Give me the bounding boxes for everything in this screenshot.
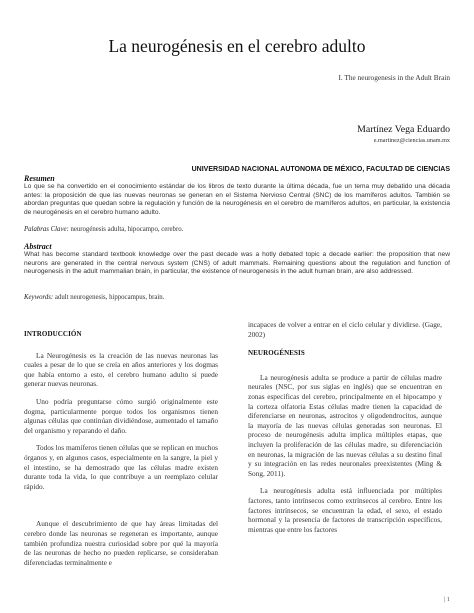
- palabras-clave-label: Palabras Clave:: [24, 226, 69, 233]
- intro-paragraph-2: Uno podría preguntarse cómo surgió originalmente este dogma, particularmente porque todos los organismos tienen algunas células que continúan dividiéndose, aumentado el tamaño del organismo y reparando el daño.: [24, 396, 218, 435]
- neurogenesis-heading: NEUROGÉNESIS: [248, 349, 305, 358]
- author-name: Martínez Vega Eduardo: [357, 124, 450, 135]
- palabras-clave-values: neurogénesis adulta, hipocampo, cerebro.: [68, 226, 184, 233]
- page-number: | 1: [443, 596, 450, 603]
- left-column: [24, 330, 218, 575]
- abstract-heading: Abstract: [24, 242, 52, 251]
- english-title: I. The neurogenesis in the Adult Brain: [338, 73, 450, 82]
- neurogenesis-paragraph-1: La neurogénesis adulta se produce a partir de células madre neurales (NSC, por sus siglas en inglés) que se encuentran en zonas específicas del cerebro, principalmente en el hipocampo y la corteza olfatoria Estas células madre tienen la capacidad de diferenciarse en neuronas, astrocitos y oligodendrocitos, aunque la mayoría de las nuevas células generadas son neuronas. El proceso de neurogénesis adulta implica múltiples etapas, que incluyen la proliferación de las células madre, su diferenciación en neuronas, la migración de las nuevas células a su destino final y su integración en las redes neuronales preexistentes (Ming & Song, 2011).: [248, 372, 442, 478]
- right-column: [248, 320, 442, 542]
- neurogenesis-paragraph-2: La neurogénesis adulta está influenciada por múltiples factores, tanto intrínsecos como extrínsecos al cerebro. Entre los factores intrínsecos, se encuentran la edad, el sexo, el estado hormonal y la presencia de factores de transcripción específicos, mientras que entre los factores: [248, 486, 442, 534]
- intro-paragraph-3: Todos los mamíferos tienen células que se replican en muchos órganos y, en algunos casos, especialmente en la sangre, la piel y el intestino, se ha demostrado que las células madre existen durante toda la vida, lo que contribuye a un reemplazo celular rápido.: [24, 443, 218, 491]
- introduccion-heading: INTRODUCCIÓN: [24, 330, 82, 338]
- keywords-values: adult neurogenesis, hippocampus, brain.: [53, 294, 165, 301]
- author-email: e.martinez@ciencias.unam.mx: [373, 137, 450, 144]
- continuation-paragraph: incapaces de volver a entrar en el ciclo celular y dividirse. (Gage, 2002): [248, 320, 442, 339]
- intro-paragraph-4: Aunque el descubrimiento de que hay áreas limitadas del cerebro donde las neuronas se regeneran es importante, aunque también profundiza nuestra curiosidad sobre por qué la mayoría de las neuronas de hecho no pueden replicarse, se consideraban diferenciadas terminalmente e: [24, 519, 218, 567]
- abstract-text: What has become standard textbook knowledge over the past decade was a hotly debated topic a decade earlier: the proposition that new neurons are generated in the central nervous system (CNS) of adult mammals. Remaining questions about the regulation and function of neurogenesis in the adult mammalian brain, in particular, the existence of neurogenesis in the adult human brain, are also addressed.: [24, 251, 450, 276]
- palabras-clave: [24, 226, 450, 233]
- resumen-text: Lo que se ha convertido en el conocimiento estándar de los libros de texto durante la última década, fue un tema muy debatido una década antes: la proposición de que las nuevas neuronas se generan en el Sistema Nervioso Central (SNC) de los mamíferos adultos. También se abordan preguntas que quedan sobre la regulación y función de la neurogénesis en el cerebro de mamíferos adultos, en particular, la existencia de neurogénesis en el cerebro humano adulto.: [24, 183, 450, 216]
- keywords: [24, 294, 450, 301]
- keywords-label: Keywords:: [24, 294, 54, 301]
- resumen-heading: Resumen: [24, 174, 55, 183]
- intro-paragraph-1: La Neurogénesis es la creación de las nuevas neuronas las cuales a pesar de lo que se creía en años anteriores y los dogmas que había entorno a esto, el cerebro humano adulto si puede generar nuevas neuronas.: [24, 350, 218, 389]
- author-affiliation: UNIVERSIDAD NACIONAL AUTONOMA DE MÉXICO, FACULTAD DE CIENCIAS: [191, 166, 450, 173]
- paper-title: La neurogénesis en el cerebro adulto: [108, 36, 366, 56]
